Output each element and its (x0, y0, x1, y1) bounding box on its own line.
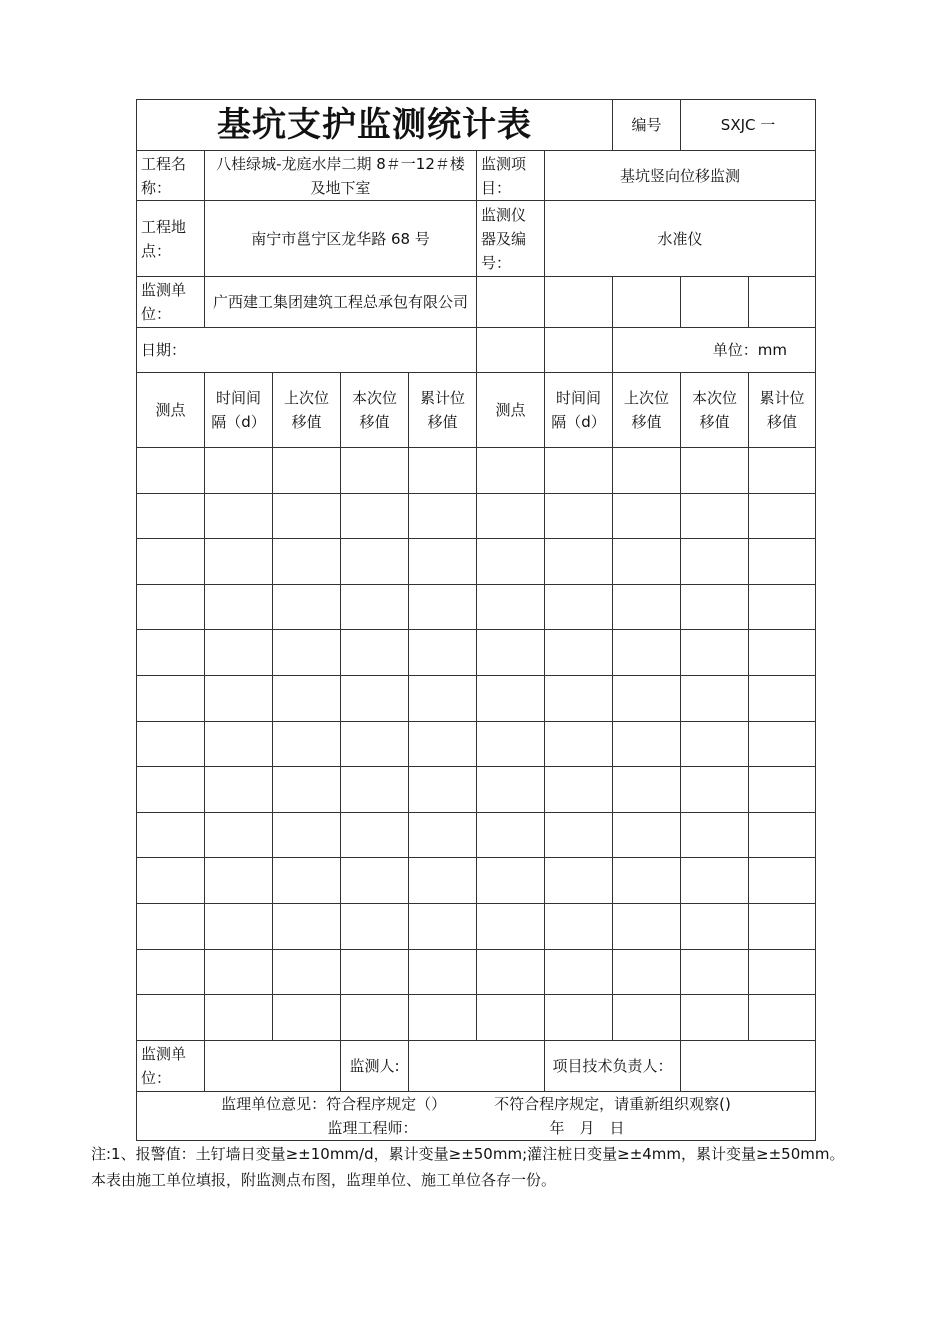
table-cell[interactable] (137, 858, 205, 904)
table-cell[interactable] (205, 721, 273, 767)
table-cell[interactable] (341, 539, 409, 585)
table-cell[interactable] (613, 539, 681, 585)
table-cell[interactable] (477, 858, 545, 904)
column-header-label: 时间间隔（d） (551, 389, 606, 431)
column-header-label: 上次位移值 (624, 389, 670, 431)
column-header-label: 测点 (155, 401, 186, 419)
tech-lead-label: 项目技术负责人： (545, 1040, 681, 1091)
table-cell[interactable] (205, 630, 273, 676)
table-cell[interactable] (341, 630, 409, 676)
table-cell[interactable] (613, 949, 681, 995)
table-cell[interactable] (681, 721, 749, 767)
date-label: 日期： (137, 328, 477, 373)
column-header (613, 373, 681, 448)
table-cell[interactable] (205, 584, 273, 630)
table-cell[interactable] (341, 903, 409, 949)
table-cell[interactable] (613, 812, 681, 858)
date-row (137, 328, 816, 373)
code-value[interactable]: SXJC 一 (681, 100, 816, 151)
table-cell[interactable] (613, 858, 681, 904)
table-cell[interactable] (545, 949, 613, 995)
table-cell[interactable] (681, 767, 749, 813)
table-cell[interactable] (749, 995, 816, 1041)
table-cell[interactable] (681, 995, 749, 1041)
blank-cell[interactable] (749, 277, 816, 328)
table-cell[interactable] (749, 539, 816, 585)
table-cell[interactable] (137, 812, 205, 858)
table-cell[interactable] (613, 903, 681, 949)
table-cell[interactable] (205, 767, 273, 813)
project-name-value[interactable]: 八桂绿城-龙庭水岸二期 8＃一12＃楼及地下室 (205, 151, 477, 201)
table-cell[interactable] (749, 721, 816, 767)
monitor-item-label: 监测项目： (477, 151, 545, 201)
table-cell[interactable] (749, 903, 816, 949)
column-header-label: 本次位移值 (351, 389, 397, 431)
supervision-opinion: 监理单位意见：符合程序规定（） (221, 1094, 447, 1113)
table-cell[interactable] (681, 539, 749, 585)
form-title: 基坑支护监测统计表 (137, 100, 613, 151)
table-cell[interactable] (137, 630, 205, 676)
table-cell[interactable] (137, 903, 205, 949)
table-cell[interactable] (681, 903, 749, 949)
supervision-cell (137, 1091, 816, 1140)
blank-cell[interactable] (613, 277, 681, 328)
table-cell[interactable] (341, 493, 409, 539)
table-row (137, 858, 816, 904)
table-cell[interactable] (137, 539, 205, 585)
table-cell[interactable] (477, 675, 545, 721)
title-row (137, 100, 816, 151)
supervisor-label: 监理工程师： (327, 1118, 418, 1137)
table-cell[interactable] (341, 767, 409, 813)
table-cell[interactable] (273, 493, 341, 539)
table-cell[interactable] (341, 584, 409, 630)
table-row (137, 493, 816, 539)
table-cell[interactable] (681, 493, 749, 539)
table-cell[interactable] (681, 675, 749, 721)
note-alarm-values: 注:1、报警值：土钉墙日变量≥±10mm/d，累计变量≥±50mm;灌注桩日变量≥±4mm，累计变量≥±50mm。 (91, 1145, 845, 1163)
column-header-row (137, 373, 816, 448)
table-cell[interactable] (205, 812, 273, 858)
table-cell[interactable] (409, 903, 477, 949)
table-cell[interactable] (137, 584, 205, 630)
column-header (205, 373, 273, 448)
table-cell[interactable] (477, 995, 545, 1041)
table-cell[interactable] (681, 630, 749, 676)
column-header-label: 累计位移值 (419, 389, 465, 431)
table-cell[interactable] (409, 812, 477, 858)
table-cell[interactable] (341, 858, 409, 904)
table-row (137, 675, 816, 721)
table-cell[interactable] (341, 448, 409, 494)
monitor-unit-label: 监测单位： (137, 277, 205, 328)
table-cell[interactable] (681, 858, 749, 904)
table-cell[interactable] (409, 539, 477, 585)
table-cell[interactable] (545, 995, 613, 1041)
table-cell[interactable] (137, 721, 205, 767)
table-cell[interactable] (273, 812, 341, 858)
monitoring-form-table (136, 99, 816, 1141)
table-cell[interactable] (205, 493, 273, 539)
column-header (137, 373, 205, 448)
table-cell[interactable] (273, 903, 341, 949)
table-cell[interactable] (749, 767, 816, 813)
column-header (681, 373, 749, 448)
table-cell[interactable] (613, 995, 681, 1041)
table-cell[interactable] (749, 493, 816, 539)
table-cell[interactable] (273, 767, 341, 813)
table-cell[interactable] (273, 448, 341, 494)
table-cell[interactable] (273, 584, 341, 630)
table-cell[interactable] (477, 493, 545, 539)
table-cell[interactable] (205, 995, 273, 1041)
table-cell[interactable] (613, 630, 681, 676)
table-cell[interactable] (545, 493, 613, 539)
table-cell[interactable] (545, 675, 613, 721)
column-header (545, 373, 613, 448)
column-header-label: 本次位移值 (692, 389, 738, 431)
monitor-person-label: 监测人: (341, 1040, 409, 1091)
table-row (137, 539, 816, 585)
blank-cell[interactable] (545, 277, 613, 328)
table-cell[interactable] (137, 448, 205, 494)
table-cell[interactable] (545, 630, 613, 676)
table-cell[interactable] (477, 812, 545, 858)
table-cell[interactable] (545, 767, 613, 813)
table-cell[interactable] (409, 448, 477, 494)
table-cell[interactable] (613, 721, 681, 767)
monitor-unit-row (137, 277, 816, 328)
column-header (341, 373, 409, 448)
table-cell[interactable] (137, 767, 205, 813)
table-cell[interactable] (341, 721, 409, 767)
table-cell[interactable] (545, 539, 613, 585)
table-cell[interactable] (749, 584, 816, 630)
table-cell[interactable] (749, 630, 816, 676)
table-row (137, 767, 816, 813)
table-row (137, 630, 816, 676)
table-cell[interactable] (273, 630, 341, 676)
table-cell[interactable] (273, 858, 341, 904)
table-cell[interactable] (477, 630, 545, 676)
table-cell[interactable] (409, 858, 477, 904)
blank-cell[interactable] (477, 328, 545, 373)
table-cell[interactable] (341, 995, 409, 1041)
footer-monitor-unit-label: 监测单位： (137, 1040, 205, 1091)
table-cell[interactable] (477, 539, 545, 585)
table-cell[interactable] (477, 767, 545, 813)
blank-cell[interactable] (477, 277, 545, 328)
supervision-date: 年 月 日 (549, 1118, 625, 1137)
blank-cell[interactable] (681, 277, 749, 328)
table-cell[interactable] (341, 675, 409, 721)
table-cell[interactable] (681, 812, 749, 858)
instrument-value[interactable]: 水准仪 (545, 201, 816, 277)
table-cell[interactable] (477, 903, 545, 949)
table-cell[interactable] (409, 721, 477, 767)
column-header-label: 上次位移值 (283, 389, 329, 431)
table-row (137, 584, 816, 630)
table-cell[interactable] (409, 995, 477, 1041)
table-cell[interactable] (749, 675, 816, 721)
signature-row (137, 1040, 816, 1091)
table-cell[interactable] (205, 858, 273, 904)
table-cell[interactable] (749, 949, 816, 995)
column-header-label: 累计位移值 (759, 389, 805, 431)
project-name-label: 工程名称： (137, 151, 205, 201)
table-cell[interactable] (681, 584, 749, 630)
table-cell[interactable] (205, 675, 273, 721)
table-cell[interactable] (613, 584, 681, 630)
table-cell[interactable] (545, 721, 613, 767)
table-cell[interactable] (477, 949, 545, 995)
table-cell[interactable] (409, 675, 477, 721)
table-row (137, 903, 816, 949)
table-row (137, 949, 816, 995)
table-cell[interactable] (273, 949, 341, 995)
table-cell[interactable] (545, 448, 613, 494)
column-header (409, 373, 477, 448)
column-header-label: 时间间隔（d） (211, 389, 266, 431)
table-cell[interactable] (273, 721, 341, 767)
column-header-label: 测点 (495, 401, 526, 419)
code-label: 编号 (613, 100, 681, 151)
table-cell[interactable] (477, 721, 545, 767)
table-cell[interactable] (341, 949, 409, 995)
table-row (137, 721, 816, 767)
table-cell[interactable] (205, 539, 273, 585)
table-cell[interactable] (613, 448, 681, 494)
project-name-row (137, 151, 816, 201)
table-cell[interactable] (409, 584, 477, 630)
table-cell[interactable] (545, 812, 613, 858)
table-cell[interactable] (205, 903, 273, 949)
table-cell[interactable] (205, 448, 273, 494)
note-filing: 本表由施工单位填报，附监测点布图，监理单位、施工单位各存一份。 (91, 1171, 557, 1189)
table-row (137, 995, 816, 1041)
tech-lead-field[interactable] (681, 1040, 816, 1091)
table-cell[interactable] (545, 858, 613, 904)
table-cell[interactable] (409, 767, 477, 813)
table-cell[interactable] (681, 448, 749, 494)
table-cell[interactable] (137, 949, 205, 995)
table-row (137, 812, 816, 858)
table-cell[interactable] (409, 493, 477, 539)
table-cell[interactable] (749, 812, 816, 858)
non-compliant-text: 不符合程序规定，请重新组织观察() (494, 1094, 731, 1113)
table-cell[interactable] (273, 995, 341, 1041)
table-cell[interactable] (409, 949, 477, 995)
project-location-row (137, 201, 816, 277)
instrument-label: 监测仪器及编号： (477, 201, 545, 277)
project-location-label: 工程地点： (137, 201, 205, 277)
monitor-item-value[interactable]: 基坑竖向位移监测 (545, 151, 816, 201)
table-cell[interactable] (477, 584, 545, 630)
table-cell[interactable] (681, 949, 749, 995)
unit-label: 单位：mm (613, 328, 816, 373)
table-cell[interactable] (477, 448, 545, 494)
table-cell[interactable] (137, 995, 205, 1041)
table-cell[interactable] (137, 493, 205, 539)
table-cell[interactable] (545, 903, 613, 949)
supervision-row (137, 1091, 816, 1140)
footer-monitor-unit-field[interactable] (205, 1040, 341, 1091)
table-cell[interactable] (749, 448, 816, 494)
column-header (273, 373, 341, 448)
table-cell[interactable] (409, 630, 477, 676)
table-cell[interactable] (749, 858, 816, 904)
table-cell[interactable] (613, 675, 681, 721)
table-cell[interactable] (613, 767, 681, 813)
table-row (137, 448, 816, 494)
table-cell[interactable] (205, 949, 273, 995)
notes (91, 1141, 861, 1193)
blank-cell[interactable] (545, 328, 613, 373)
monitor-unit-value[interactable]: 广西建工集团建筑工程总承包有限公司 (205, 277, 477, 328)
table-cell[interactable] (545, 584, 613, 630)
table-cell[interactable] (137, 675, 205, 721)
project-location-value[interactable]: 南宁市邕宁区龙华路 68 号 (205, 201, 477, 277)
table-cell[interactable] (613, 493, 681, 539)
monitor-person-field[interactable] (409, 1040, 545, 1091)
column-header (749, 373, 816, 448)
column-header (477, 373, 545, 448)
table-cell[interactable] (273, 539, 341, 585)
table-cell[interactable] (273, 675, 341, 721)
table-cell[interactable] (341, 812, 409, 858)
